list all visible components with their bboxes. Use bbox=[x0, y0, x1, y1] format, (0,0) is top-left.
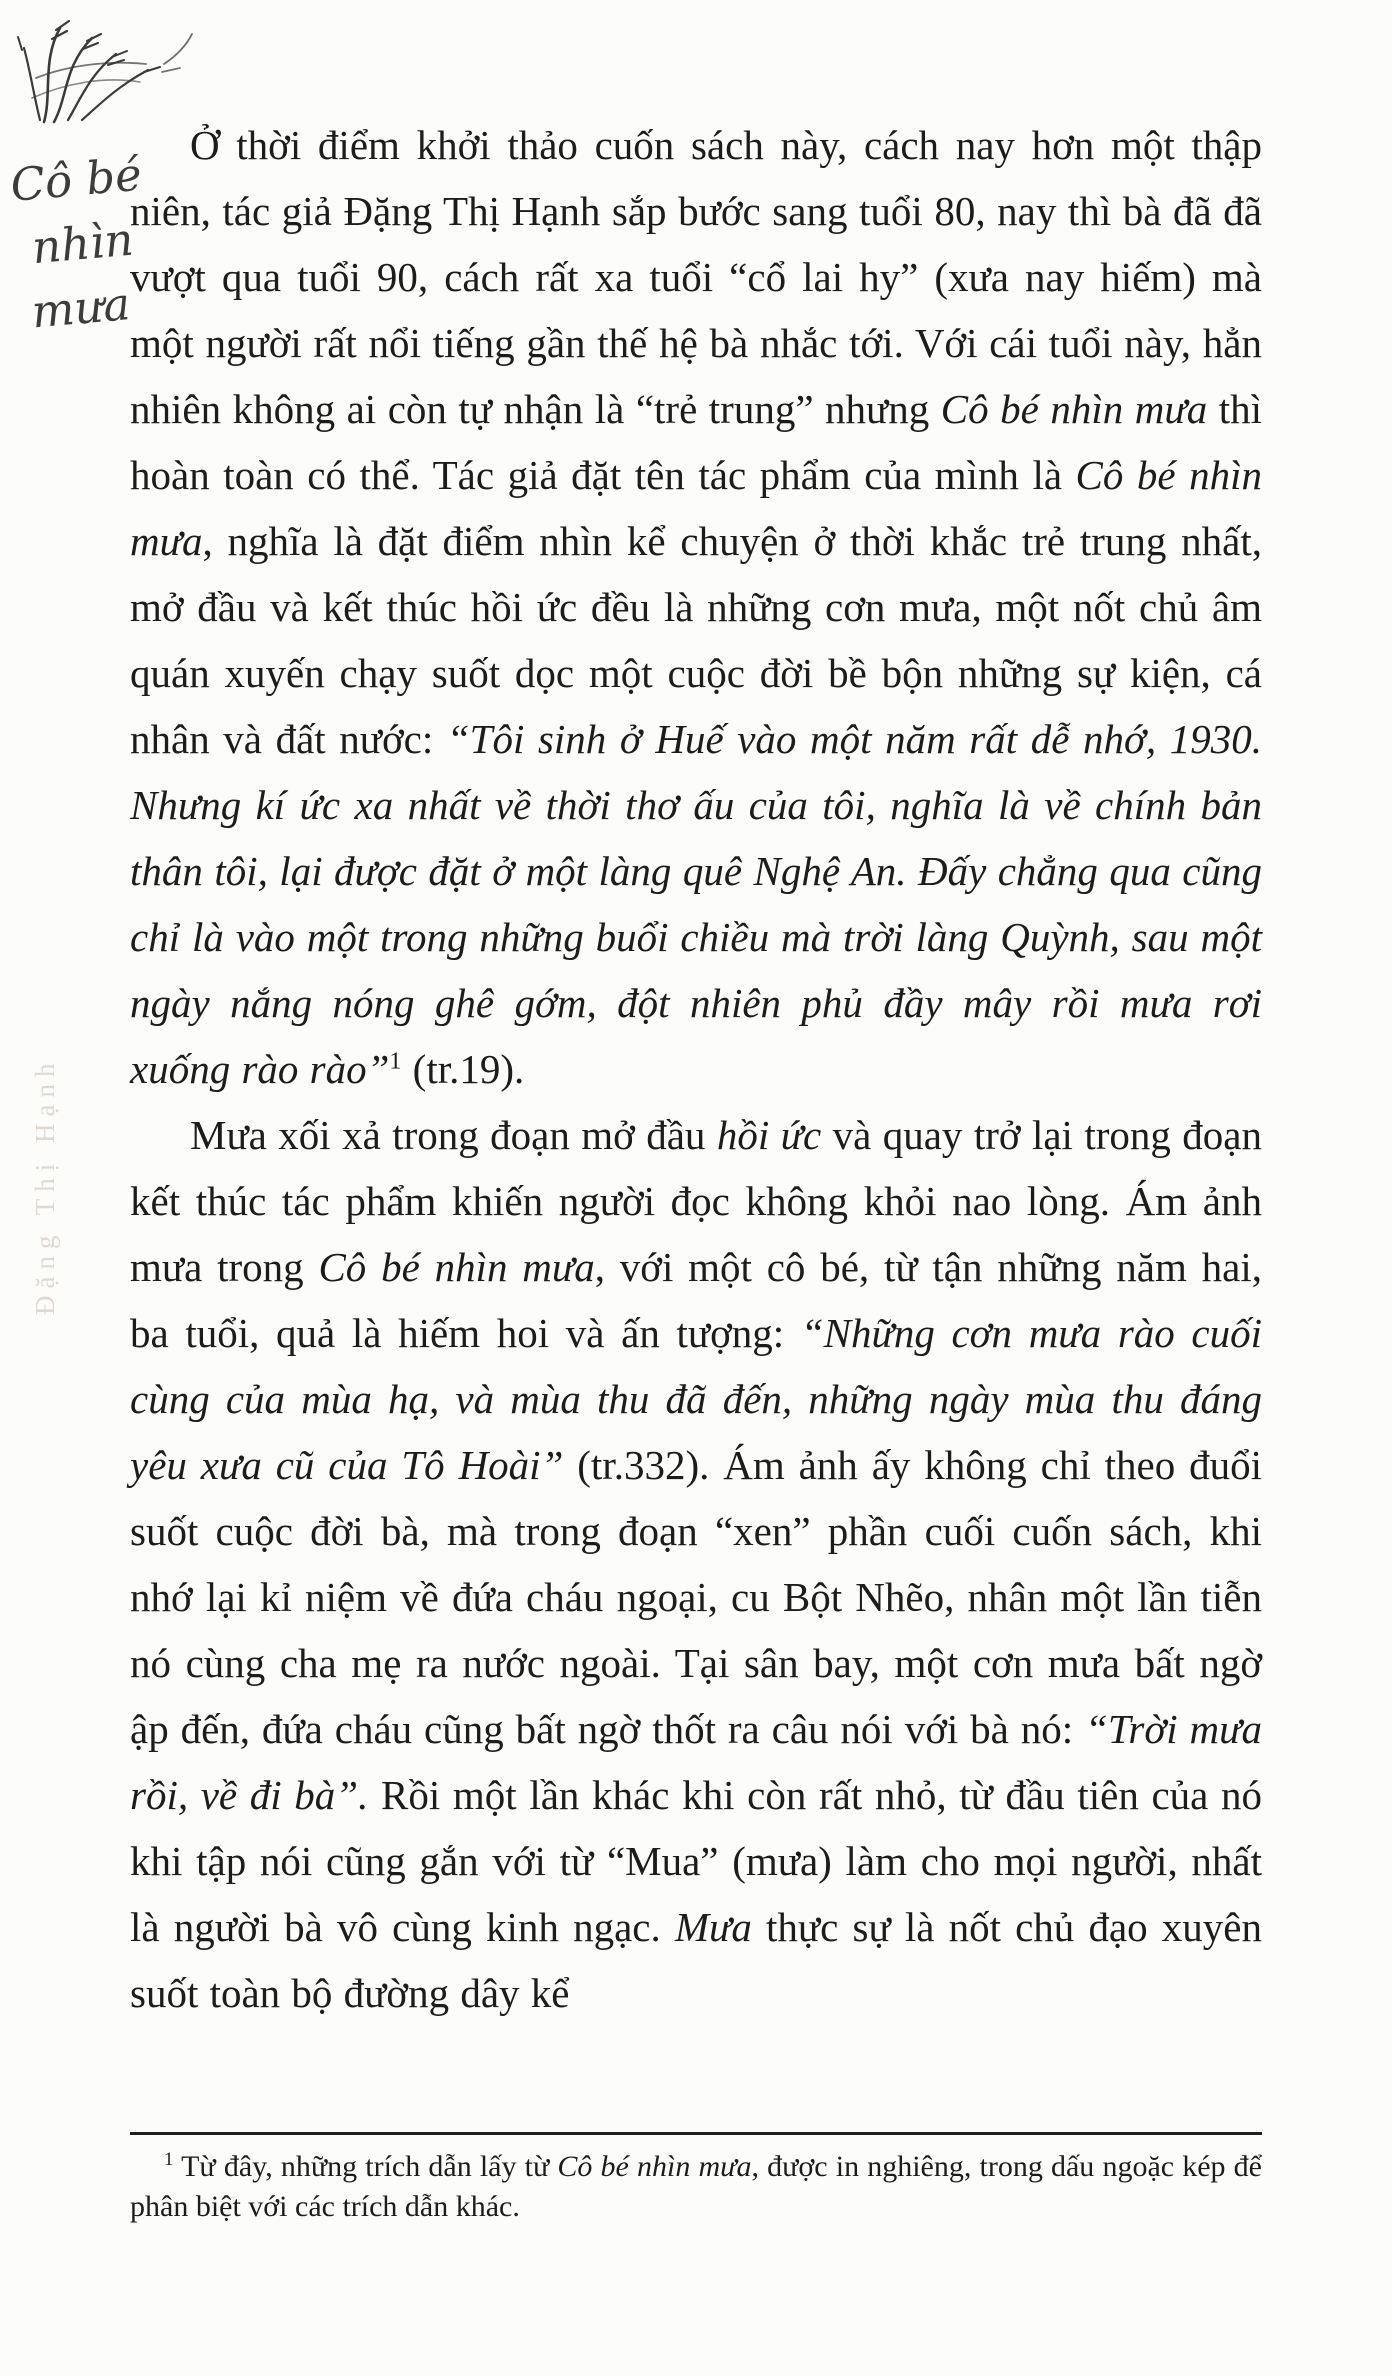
paragraph bbox=[130, 112, 1262, 1102]
bleedthrough-text: Đặng Thị Hạnh bbox=[30, 1056, 60, 1315]
footnote-rule bbox=[130, 2132, 1262, 2135]
text-run: “Trời mưa rồi, về đi bà”. bbox=[130, 1706, 1262, 1818]
text-run: Cô bé nhìn mưa bbox=[557, 2150, 752, 2183]
grass-sketch-illustration bbox=[14, 8, 209, 126]
text-run: Ở thời điểm khởi thảo cuốn sách này, cách nay hơn một thập niên, tác giả Đặng Thị Hạnh sắp bước sang tuổi 80, nay thì bà đã đã vượt qua tuổi 90, cách rất xa tuổi “cổ lai hy” (xưa nay hiếm) mà một người rất nổi tiếng gần thế hệ bà nhắc tới. Với cái tuổi này, hẳn nhiên không ai còn tự nhận là “trẻ trung” nhưng bbox=[130, 122, 1262, 432]
text-run: , được in nghiêng, trong dấu ngoặc kép để phân biệt với các trích dẫn khác. bbox=[130, 2150, 1262, 2223]
text-run: thì hoàn toàn có thể. Tác giả đặt tên tác phẩm của mình là bbox=[130, 386, 1262, 498]
text-run: “Tôi sinh ở Huế vào một năm rất dễ nhớ, 1930. Nhưng kí ức xa nhất về thời thơ ấu của tôi, nghĩa là về chính bản thân tôi, lại được đặt ở một làng quê Nghệ An. Đấy chẳng qua cũng chỉ là vào một trong những buổi chiều mà trời làng Quỳnh, sau một ngày nắng nóng ghê gớm, đột nhiên phủ đầy mây rồi mưa rơi xuống rào rào” bbox=[130, 716, 1262, 1092]
paragraph bbox=[130, 1102, 1262, 2026]
margin-title-line: mưa bbox=[29, 277, 133, 339]
text-run: và quay trở lại trong đoạn kết thúc tác phẩm khiến người đọc không khỏi nao lòng. Ám ảnh mưa trong bbox=[130, 1112, 1262, 1290]
text-run: Cô bé nhìn mưa bbox=[940, 386, 1208, 432]
text-run: , với một cô bé, từ tận những năm hai, ba tuổi, quả là hiếm hoi và ấn tượng: bbox=[130, 1244, 1263, 1356]
footnote-text bbox=[130, 2147, 1262, 2227]
margin-title-line: Cô bé bbox=[8, 147, 144, 212]
text-run: (tr.332). Ám ảnh ấy không chỉ theo đuổi suốt cuộc đời bà, mà trong đoạn “xen” phần cuối cuốn sách, khi nhớ lại kỉ niệm về đứa cháu ngoại, cu Bột Nhẽo, nhân một lần tiễn nó cùng cha mẹ ra nước ngoài. Tại sân bay, một cơn mưa bất ngờ ập đến, đứa cháu cũng bất ngờ thốt ra câu nói với bà nó: bbox=[130, 1442, 1262, 1752]
text-run: thực sự là nốt chủ đạo xuyên suốt toàn bộ đường dây kể bbox=[130, 1904, 1262, 2016]
footnote-reference: 1 bbox=[389, 1048, 402, 1075]
text-run: , nghĩa là đặt điểm nhìn kể chuyện ở thời khắc trẻ trung nhất, mở đầu và kết thúc hồi ức đều là những cơn mưa, một nốt chủ âm quán xuyến chạy suốt dọc một cuộc đời bề bộn những sự kiện, cá nhân và đất nước: bbox=[130, 518, 1262, 762]
text-run: Mưa xối xả trong đoạn mở đầu bbox=[190, 1112, 717, 1158]
footnote bbox=[130, 2132, 1262, 2227]
text-run: (tr.19). bbox=[401, 1046, 525, 1092]
text-run: Từ đây, những trích dẫn lấy từ bbox=[173, 2150, 558, 2183]
footnote-reference: 1 bbox=[164, 2149, 174, 2170]
text-run: Cô bé nhìn mưa bbox=[130, 452, 1262, 564]
text-run: Rồi một lần khác khi còn rất nhỏ, từ đầu tiên của nó khi tập nói cũng gắn với từ “Mua” (mưa) làm cho mọi người, nhất là người bà vô cùng kinh ngạc. bbox=[130, 1772, 1262, 1950]
text-run: Mưa bbox=[674, 1904, 752, 1950]
margin-title-line: nhìn bbox=[29, 212, 136, 275]
body-text bbox=[130, 112, 1262, 2026]
text-run: hồi ức bbox=[716, 1112, 822, 1158]
text-run: “Những cơn mưa rào cuối cùng của mùa hạ, và mùa thu đã đến, những ngày mùa thu đáng yêu xưa cũ của Tô Hoài” bbox=[130, 1310, 1263, 1488]
text-run: Cô bé nhìn mưa bbox=[318, 1244, 595, 1290]
